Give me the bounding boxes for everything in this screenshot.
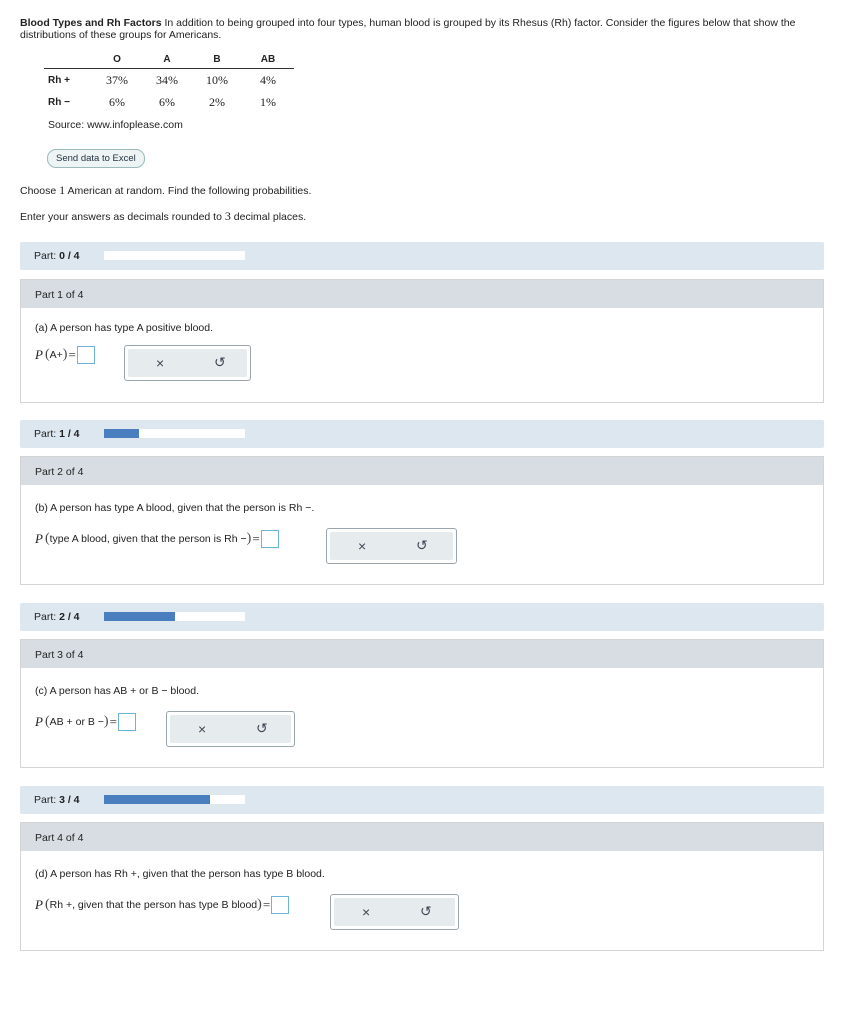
choose-instruction: Choose 1 American at random. Find the following probabilities. (20, 183, 312, 197)
clear-icon[interactable]: × (362, 904, 371, 920)
column-header: B (192, 54, 242, 69)
answer-equation: P ( Rh +, given that the person has type B blood ) = (35, 896, 289, 914)
column-header: O (92, 54, 142, 69)
part-header: Part 1 of 4 (21, 280, 823, 308)
question-text: (c) A person has AB + or B − blood. (35, 685, 200, 697)
answer-toolbar (330, 894, 459, 930)
progress-track (104, 795, 245, 804)
progress-track (104, 429, 245, 438)
clear-icon[interactable]: × (198, 721, 207, 737)
progress-fill (104, 429, 139, 438)
question-text: (b) A person has type A blood, given that the person is Rh −. (35, 502, 315, 514)
answer-input[interactable] (77, 346, 95, 364)
clear-icon[interactable]: × (358, 538, 367, 554)
table-cell: 10% (206, 72, 228, 87)
progress-bar: Part: 0 / 4 (20, 242, 824, 270)
event-expression: Rh +, given that the person has type B blood (49, 899, 258, 911)
answer-input[interactable] (271, 896, 289, 914)
table-cell: 1% (260, 94, 276, 109)
progress-track (104, 251, 245, 260)
event-expression: type A blood, given that the person is Rh − (49, 533, 247, 545)
clear-icon[interactable]: × (156, 355, 165, 371)
part-2-panel (20, 456, 824, 585)
answer-equation: P ( type A blood, given that the person is Rh − ) = (35, 530, 279, 548)
table-row (44, 91, 294, 113)
part-header: Part 3 of 4 (21, 640, 823, 668)
answer-equation: P ( AB + or B − ) = (35, 713, 136, 731)
undo-icon[interactable]: ↺ (420, 903, 432, 919)
row-header: Rh − (48, 96, 70, 108)
column-header: AB (242, 54, 294, 69)
progress-bar: Part: 3 / 4 (20, 786, 824, 814)
question-text: (a) A person has type A positive blood. (35, 322, 214, 334)
table-cell: 34% (156, 72, 178, 87)
undo-icon[interactable]: ↺ (214, 354, 226, 370)
problem-title: Blood Types and Rh Factors (20, 17, 162, 29)
progress-count: 1 / 4 (59, 428, 80, 440)
event-expression: AB + or B − (49, 716, 104, 728)
row-header: Rh + (48, 74, 70, 86)
undo-icon[interactable]: ↺ (416, 537, 428, 553)
answer-input[interactable] (261, 530, 279, 548)
table-cell: 4% (260, 72, 276, 87)
rounding-instruction: Enter your answers as decimals rounded to 3 decimal places. (20, 209, 307, 223)
answer-toolbar (326, 528, 457, 564)
part-4-panel (20, 822, 824, 951)
progress-track (104, 612, 245, 621)
progress-bar: Part: 1 / 4 (20, 420, 824, 448)
table-row (44, 69, 294, 92)
problem-intro (20, 17, 820, 41)
answer-equation: P ( A+ ) = (35, 346, 95, 364)
table-cell: 6% (159, 94, 175, 109)
table-cell: 6% (109, 94, 125, 109)
table-header-row (44, 54, 294, 69)
blood-distribution-table (44, 54, 294, 113)
send-to-excel-button[interactable]: Send data to Excel (47, 149, 145, 168)
part-header: Part 4 of 4 (21, 823, 823, 851)
column-header: A (142, 54, 192, 69)
answer-toolbar (166, 711, 295, 747)
progress-count: 3 / 4 (59, 794, 80, 806)
problem-description: In addition to being grouped into four types, human blood is grouped by its Rhesus (Rh) factor. Consider the figures below that show the distributions of these groups for Americans. (20, 17, 796, 41)
progress-count: 0 / 4 (59, 250, 80, 262)
progress-fill (104, 612, 175, 621)
answer-toolbar (124, 345, 251, 381)
event-expression: A+ (49, 349, 63, 361)
progress-fill (104, 795, 210, 804)
part-3-panel (20, 639, 824, 768)
progress-count: 2 / 4 (59, 611, 80, 623)
question-text: (d) A person has Rh +, given that the person has type B blood. (35, 868, 325, 880)
part-header: Part 2 of 4 (21, 457, 823, 485)
table-cell: 2% (209, 94, 225, 109)
part-1-panel (20, 279, 824, 403)
data-source: Source: www.infoplease.com (48, 119, 183, 131)
answer-input[interactable] (118, 713, 136, 731)
table-cell: 37% (106, 72, 128, 87)
undo-icon[interactable]: ↺ (256, 720, 268, 736)
progress-bar: Part: 2 / 4 (20, 603, 824, 631)
